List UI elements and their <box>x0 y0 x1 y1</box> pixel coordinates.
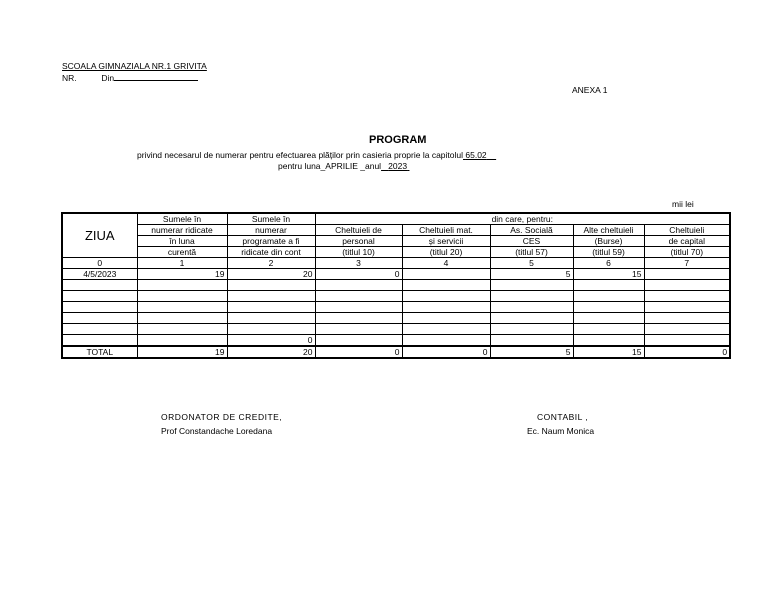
sub-header-capital: de capital <box>644 236 730 247</box>
contabil-name: Ec. Naum Monica <box>527 426 595 436</box>
col-number: 1 <box>137 258 227 269</box>
table-row <box>62 302 730 313</box>
row-value-cell <box>227 313 315 324</box>
sub-header-materiale: și servicii <box>402 236 490 247</box>
program-table <box>61 212 731 359</box>
total-cell: 20 <box>227 346 315 358</box>
unit-label: mii lei <box>672 199 694 209</box>
luna-text: APRILIE <box>325 161 358 171</box>
row-value-cell <box>573 335 644 347</box>
total-cell: 0 <box>315 346 402 358</box>
row-value-cell <box>644 324 730 335</box>
col1-header-line: Sumele în <box>137 213 227 225</box>
header-row-3 <box>62 236 730 247</box>
total-cell: 19 <box>137 346 227 358</box>
row-value-cell <box>402 291 490 302</box>
total-cell: 5 <box>490 346 573 358</box>
row-value-cell <box>402 269 490 280</box>
col1-header-line: în luna <box>137 236 227 247</box>
col2-header-line: programate a fi <box>227 236 315 247</box>
row-value-cell <box>315 335 402 347</box>
row-value-cell: 5 <box>490 269 573 280</box>
col2-header-line: numerar <box>227 225 315 236</box>
sub-header-materiale: Cheltuieli mat. <box>402 225 490 236</box>
sub-header-personal: personal <box>315 236 402 247</box>
col-number: 2 <box>227 258 315 269</box>
row-value-cell: 15 <box>573 269 644 280</box>
row-value-cell <box>315 302 402 313</box>
title-line1-text: privind necesarul de numerar pentru efectuarea plăților prin casieria proprie la capitolul <box>137 150 464 160</box>
row-date-cell <box>62 302 137 313</box>
anul-text: 2023 <box>388 161 408 171</box>
column-number-row <box>62 258 730 269</box>
row-date-cell <box>62 313 137 324</box>
table-row <box>62 335 730 347</box>
header-row-2 <box>62 225 730 236</box>
anul-label: anul <box>364 161 382 171</box>
capitol-number: 65.02 <box>465 150 487 160</box>
title-line2 <box>278 161 409 171</box>
total-cell: 15 <box>573 346 644 358</box>
anul-value <box>381 161 409 171</box>
title-line1 <box>137 150 496 160</box>
ordonator-name: Prof Constandache Loredana <box>161 426 273 436</box>
total-cell: 0 <box>644 346 730 358</box>
row-value-cell <box>227 280 315 291</box>
row-value-cell <box>490 302 573 313</box>
col1-header-line: numerar ridicate <box>137 225 227 236</box>
row-value-cell <box>490 280 573 291</box>
row-value-cell <box>490 291 573 302</box>
row-value-cell <box>137 280 227 291</box>
col-number: 7 <box>644 258 730 269</box>
table-row <box>62 291 730 302</box>
row-value-cell <box>137 335 227 347</box>
col1-header-line: curentă <box>137 247 227 258</box>
row-date-cell <box>62 291 137 302</box>
row-date-cell <box>62 324 137 335</box>
table-row <box>62 324 730 335</box>
row-value-cell <box>402 335 490 347</box>
anexa-label: ANEXA 1 <box>572 85 608 95</box>
sub-header-capital: (titlul 70) <box>644 247 730 258</box>
row-value-cell <box>315 324 402 335</box>
row-value-cell <box>573 302 644 313</box>
row-value-cell <box>644 302 730 313</box>
row-value-cell <box>573 291 644 302</box>
total-label: TOTAL <box>62 346 137 358</box>
contabil-title: CONTABIL , <box>537 412 589 422</box>
table-row <box>62 269 730 280</box>
col-number: 3 <box>315 258 402 269</box>
ordonator-title: ORDONATOR DE CREDITE, <box>161 412 283 422</box>
nr-label: NR. <box>62 73 77 83</box>
row-value-cell <box>402 302 490 313</box>
row-value-cell <box>227 324 315 335</box>
col-number: 0 <box>62 258 137 269</box>
row-value-cell <box>315 280 402 291</box>
capitol-value <box>463 150 496 160</box>
row-value-cell <box>137 313 227 324</box>
luna-label: pentru luna <box>278 161 321 171</box>
row-value-cell <box>137 302 227 313</box>
table-row <box>62 313 730 324</box>
row-value-cell <box>490 324 573 335</box>
luna-value: _APRILIE _ <box>320 161 365 171</box>
total-cell: 0 <box>402 346 490 358</box>
row-value-cell <box>644 291 730 302</box>
din-label: Din <box>101 73 115 83</box>
col2-header-line: Sumele în <box>227 213 315 225</box>
sub-header-asistenta: CES <box>490 236 573 247</box>
group-header: din care, pentru: <box>315 213 730 225</box>
row-value-cell <box>315 291 402 302</box>
row-value-cell: 0 <box>227 335 315 347</box>
header-row-1 <box>62 213 730 225</box>
row-value-cell: 20 <box>227 269 315 280</box>
school-name: SCOALA GIMNAZIALA NR.1 GRIVITA <box>62 61 207 71</box>
row-value-cell <box>490 335 573 347</box>
row-date-cell: 4/5/2023 <box>62 269 137 280</box>
col-number: 5 <box>490 258 573 269</box>
sub-header-asistenta: (titlul 57) <box>490 247 573 258</box>
row-value-cell <box>137 324 227 335</box>
document-title: PROGRAM <box>369 134 427 146</box>
row-value-cell <box>315 313 402 324</box>
sub-header-burse: (titlul 59) <box>573 247 644 258</box>
row-value-cell <box>402 313 490 324</box>
row-date-cell <box>62 280 137 291</box>
data-rows <box>62 269 730 347</box>
row-value-cell <box>644 269 730 280</box>
sub-header-materiale: (titlul 20) <box>402 247 490 258</box>
row-value-cell <box>644 335 730 347</box>
sub-header-burse: (Burse) <box>573 236 644 247</box>
sub-header-personal: Cheltuieli de <box>315 225 402 236</box>
row-value-cell <box>227 302 315 313</box>
row-value-cell <box>227 291 315 302</box>
row-value-cell: 19 <box>137 269 227 280</box>
col-number: 4 <box>402 258 490 269</box>
row-value-cell <box>137 291 227 302</box>
row-date-cell <box>62 335 137 347</box>
sub-header-capital: Cheltuieli <box>644 225 730 236</box>
sub-header-asistenta: As. Socială <box>490 225 573 236</box>
total-row <box>62 346 730 358</box>
table-row <box>62 280 730 291</box>
row-value-cell <box>402 280 490 291</box>
row-value-cell <box>490 313 573 324</box>
ziua-header: ZIUA <box>62 213 137 258</box>
row-value-cell <box>644 313 730 324</box>
row-value-cell <box>573 313 644 324</box>
col2-header-line: ridicate din cont <box>227 247 315 258</box>
sub-header-personal: (titlul 10) <box>315 247 402 258</box>
row-value-cell <box>573 324 644 335</box>
header-row-4 <box>62 247 730 258</box>
din-blank <box>114 72 198 81</box>
col-number: 6 <box>573 258 644 269</box>
row-value-cell <box>402 324 490 335</box>
nr-din-line <box>62 72 198 83</box>
row-value-cell: 0 <box>315 269 402 280</box>
sub-header-burse: Alte cheltuieli <box>573 225 644 236</box>
row-value-cell <box>644 280 730 291</box>
row-value-cell <box>573 280 644 291</box>
